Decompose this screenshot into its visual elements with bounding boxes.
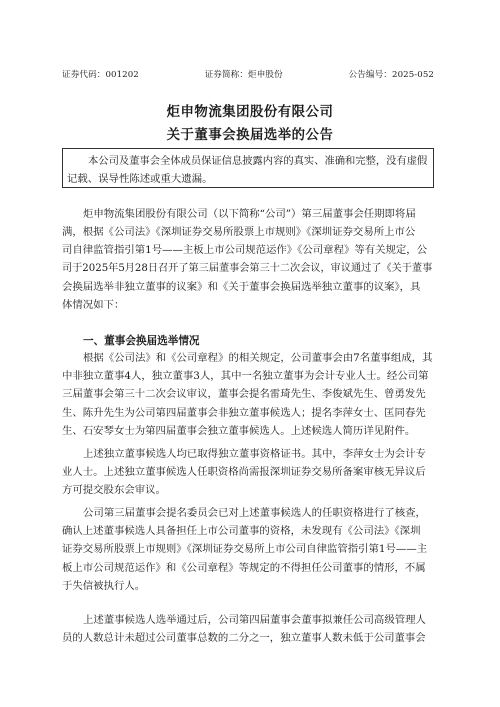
paragraph-line: 证券交易所股票上市规则》《深圳证券交易所上市公司自律监管指引第1号——主 (62, 543, 428, 556)
paragraph-election-result (62, 611, 434, 647)
security-short-name: 证券简称：炬申股份 (204, 70, 283, 80)
paragraph-intro (62, 205, 434, 314)
paragraph-board-composition (62, 349, 434, 440)
paragraph-line: 上述董事候选人选举通过后，公司第四届董事会董事拟兼任公司高级管理人 (83, 614, 426, 626)
paragraph-line: 业人士。上述独立董事候选人任职资格尚需报深圳证券交易所备案审核无异议后 (62, 466, 426, 479)
paragraph-line: 板上市公司规范运作》和《公司章程》等规定的不得担任公司董事的情形，不属 (62, 561, 426, 574)
disclaimer-line: 记载、误导性陈述或重大遗漏。 (67, 173, 213, 185)
paragraph-line: 根据《公司法》和《公司章程》的相关规定，公司董事会由7名董事组成，其 (83, 352, 433, 364)
paragraph-qualification-review (62, 504, 434, 595)
paragraph-line: 生、石安琴女士为第四届董事会独立董事候选人。上述候选人简历详见附件。 (62, 424, 416, 437)
paragraph-line: 生、陈升先生为公司第四届董事会非独立董事候选人；提名李萍女士、匡同春先 (62, 406, 426, 419)
header-row (62, 68, 434, 80)
paragraph-line: 三届董事会第三十二次会议审议，董事会提名雷琦先生、李俊斌先生、曾勇发先 (62, 388, 426, 401)
paragraph-line: 炬申物流集团股份有限公司（以下简称“公司”）第三届董事会任期即将届 (83, 208, 416, 220)
paragraph-line: 于失信被执行人。 (62, 579, 146, 592)
section-heading-1: 一、董事会换届选举情况 (83, 335, 200, 347)
paragraph-line: 司自律监管指引第1号——主板上市公司规范运作》《公司章程》等有关规定，公 (62, 244, 428, 257)
paragraph-line: 公司第三届董事会提名委员会已对上述董事候选人的任职资格进行了核查， (83, 507, 426, 519)
paragraph-line: 上述独立董事候选人均已取得独立董事资格证书。其中，李萍女士为会计专 (83, 448, 426, 460)
paragraph-line: 会换届选举非独立董事的议案》和《关于董事会换届选举独立董事的议案》，具 (62, 280, 421, 293)
disclaimer-box (62, 148, 434, 188)
notice-number: 公告编号：2025-052 (348, 70, 434, 80)
announcement-title: 关于董事会换届选举的公告 (166, 128, 334, 143)
security-code: 证券代码：001202 (62, 70, 139, 80)
paragraph-line: 中非独立董事4人，独立董事3人，其中一名独立董事为会计专业人士。经公司第 (62, 370, 429, 383)
paragraph-line: 员的人数总计未超过公司董事总数的二分之一，独立董事人数未低于公司董事会 (62, 632, 426, 645)
disclaimer-line: 本公司及董事会全体成员保证信息披露内容的真实、准确和完整，没有虚假 (88, 155, 428, 167)
paragraph-line: 满，根据《公司法》《深圳证券交易所股票上市规则》《深圳证券交易所上市公 (62, 226, 416, 239)
paragraph-line: 体情况如下： (62, 299, 125, 312)
paragraph-independent-directors (62, 445, 434, 500)
paragraph-line: 司于2025年5月28日召开了第三届董事会第三十二次会议，审议通过了《关于董事 (62, 262, 433, 274)
company-title: 炬申物流集团股份有限公司 (166, 105, 334, 120)
paragraph-line: 方可提交股东会审议。 (62, 484, 166, 497)
paragraph-line: 确认上述董事候选人具备担任上市公司董事的资格，未发现有《公司法》《深圳 (62, 525, 421, 538)
